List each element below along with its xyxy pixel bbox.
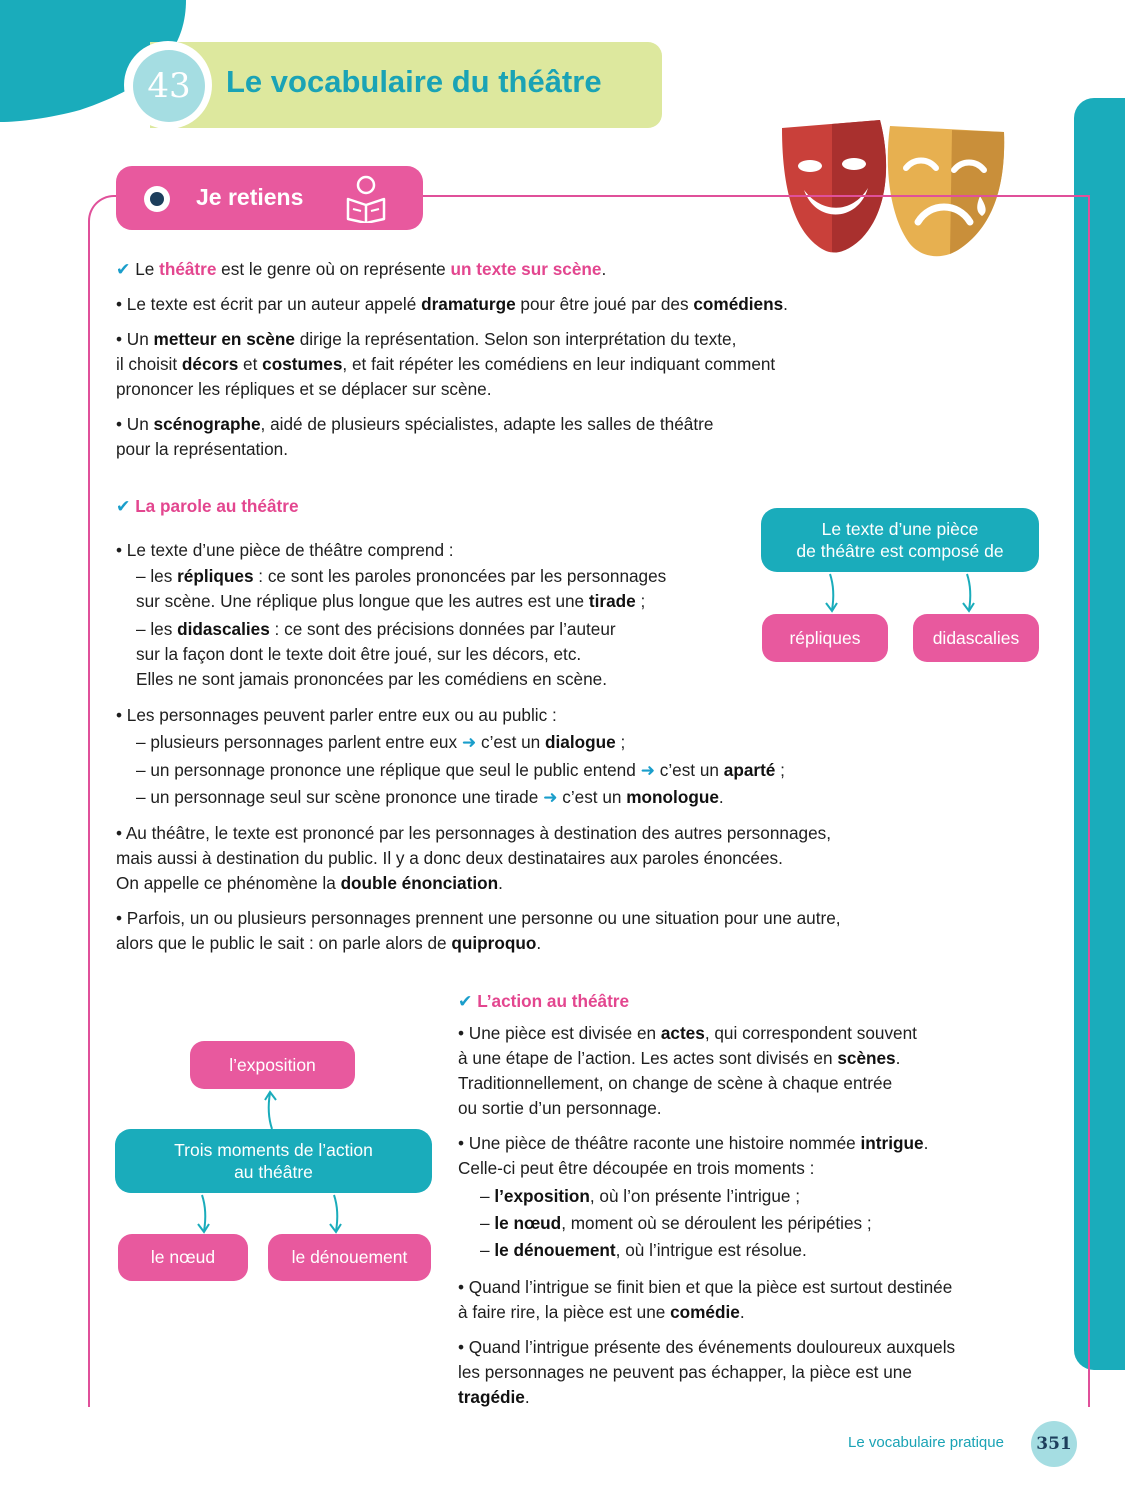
arrow-icon: ➜	[461, 732, 477, 752]
page-number: 351	[1031, 1421, 1077, 1467]
intro-p4: • Un scénographe, aidé de plusieurs spécialistes, adapte les salles de théâtre pour la représentation.	[116, 414, 714, 459]
diagram2-denouement-box: le dénouement	[268, 1234, 431, 1281]
bullet-dot	[150, 192, 164, 206]
check-icon: ✔	[116, 496, 131, 516]
action-exposition: – l’exposition, où l’on présente l’intrigue ;	[480, 1186, 801, 1206]
intro-p1: ✔ Le théâtre est le genre où on représente un texte sur scène.	[116, 259, 607, 279]
parole-dialogue: – plusieurs personnages parlent entre eux ➜ c’est un dialogue ;	[136, 732, 626, 752]
action-actes: • Une pièce est divisée en actes, qui correspondent souvent à une étape de l’action. Les actes sont divisés en scènes. Traditionnellement, on change de scène à chaque entrée ou sortie d’un personnage.	[458, 1023, 917, 1118]
action-denouement: – le dénouement, où l’intrigue est résolue.	[480, 1240, 807, 1260]
action-intrigue: • Une pièce de théâtre raconte une histoire nommée intrigue. Celle-ci peut être découpée en trois moments :	[458, 1133, 929, 1178]
parole-comprend: • Le texte d’une pièce de théâtre comprend :	[116, 540, 454, 560]
diagram1-top-box: Le texte d’une pièce de théâtre est composé de	[761, 508, 1039, 572]
intro-p3: • Un metteur en scène dirige la représentation. Selon son interprétation du texte, il choisit décors et costumes, et fait répéter les comédiens en leur indiquant comment prononcer les répliques et se déplacer sur scène.	[116, 329, 776, 399]
page-title: Le vocabulaire du théâtre	[226, 64, 602, 99]
diagram2-center-box: Trois moments de l’action au théâtre	[115, 1129, 432, 1193]
parole-monologue: – un personnage seul sur scène prononce une tirade ➜ c’est un monologue.	[136, 787, 724, 807]
parole-didascalies: – les didascalies : ce sont des précisions données par l’auteur sur la façon dont le texte doit être joué, sur les décors, etc. Elles ne sont jamais prononcées par les comédiens en scène.	[136, 619, 616, 689]
action-tragedie: • Quand l’intrigue présente des événements douloureux auxquels les personnages ne peuvent pas échapper, la pièce est une tragédie.	[458, 1337, 956, 1407]
parole-quiproquo: • Parfois, un ou plusieurs personnages prennent une personne ou une situation pour une autre, alors que le public le sait : on parle alors de quiproquo.	[116, 908, 841, 953]
action-noeud: – le nœud, moment où se déroulent les péripéties ;	[480, 1213, 872, 1233]
check-icon: ✔	[116, 259, 131, 279]
parole-aparte: – un personnage prononce une réplique que seul le public entend ➜ c’est un aparté ;	[136, 760, 785, 780]
diagram1-didascalies-box: didascalies	[913, 614, 1039, 662]
arrow-icon: ➜	[640, 760, 655, 780]
arrow-icon: ➜	[543, 787, 558, 807]
footer-label: Le vocabulaire pratique	[848, 1434, 1004, 1451]
arrow-down-icon	[957, 572, 981, 614]
parole-double: • Au théâtre, le texte est prononcé par les personnages à destination des autres personnages, mais aussi à destination du public. Il y a donc deux destinataires aux paroles énoncées. On appelle ce phénomène la double énonciation.	[116, 823, 831, 893]
chapter-number: 43	[133, 50, 205, 122]
parole-repliques: – les répliques : ce sont les paroles prononcées par les personnages sur scène. Une réplique plus longue que les autres est une tirade ;	[136, 566, 667, 611]
check-icon: ✔	[458, 991, 473, 1011]
section-title: Je retiens	[196, 184, 304, 210]
parole-public: • Les personnages peuvent parler entre eux ou au public :	[116, 705, 557, 725]
reader-icon	[340, 173, 392, 223]
arrow-down-icon	[820, 572, 844, 614]
arrow-up-icon	[258, 1089, 282, 1131]
arrow-down-icon	[192, 1193, 216, 1235]
diagram2-exposition-box: l’exposition	[190, 1041, 355, 1089]
intro-p2: • Le texte est écrit par un auteur appelé dramaturge pour être joué par des comédiens.	[116, 294, 788, 314]
diagram1-repliques-box: répliques	[762, 614, 888, 662]
parole-heading: ✔ La parole au théâtre	[116, 496, 299, 516]
diagram2-noeud-box: le nœud	[118, 1234, 248, 1281]
arrow-down-icon	[324, 1193, 348, 1235]
action-comedie: • Quand l’intrigue se finit bien et que la pièce est surtout destinée à faire rire, la pièce est une comédie.	[458, 1277, 953, 1322]
action-heading: ✔ L’action au théâtre	[458, 991, 630, 1011]
